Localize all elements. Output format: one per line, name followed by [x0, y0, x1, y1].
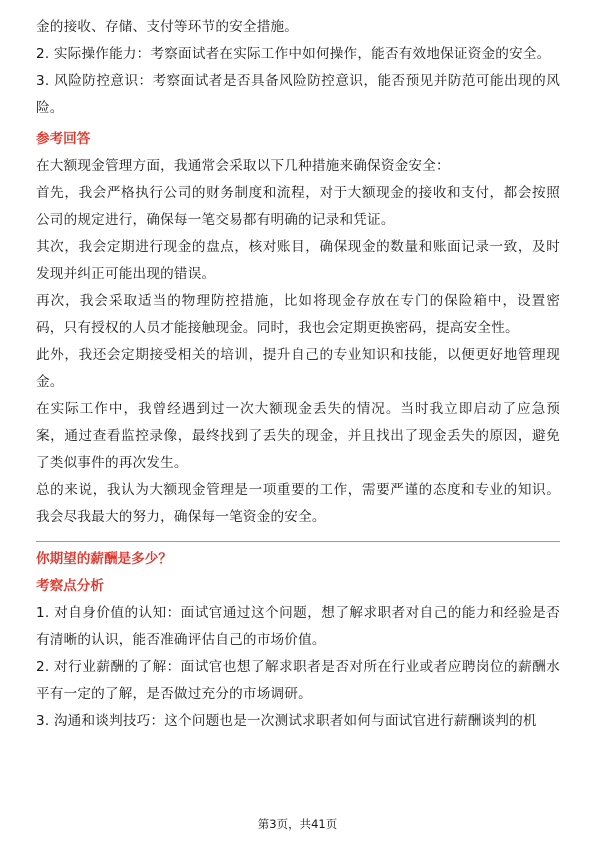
- intro-item-3: 3. 风险防控意识：考察面试者是否具备风险防控意识，能否预见并防范可能出现的风险。: [36, 73, 560, 116]
- answer-heading: 参考回答: [36, 131, 91, 147]
- answer-paragraph: 总的来说，我认为大额现金管理是一项重要的工作，需要严谨的态度和专业的知识。我会尽我最大的努力，确保每一笔资金的安全。: [36, 482, 560, 525]
- answer-paragraph: 其次，我会定期进行现金的盘点，核对账目，确保现金的数量和账面记录一致，及时发现并纠正可能出现的错误。: [36, 239, 560, 282]
- section-divider: [36, 541, 560, 542]
- page-number-footer: 第3页，共41页: [257, 817, 338, 831]
- page-content: [36, 14, 560, 735]
- answer-paragraph: 此外，我还会定期接受相关的培训，提升自己的专业知识和技能，以便更好地管理现金。: [36, 347, 560, 390]
- answer-paragraph: 在大额现金管理方面，我通常会采取以下几种措施来确保资金安全：: [36, 158, 450, 174]
- answer-paragraph: 在实际工作中，我曾经遇到过一次大额现金丢失的情况。当时我立即启动了应急预案，通过查看监控录像，最终找到了丢失的现金，并且找出了现金丢失的原因，避免了类似事件的再次发生。: [36, 401, 560, 471]
- analysis-heading: 考察点分析: [36, 578, 104, 594]
- intro-line-1: 金的接收、存储、支付等环节的安全措施。: [36, 19, 299, 35]
- answer-paragraph: 再次，我会采取适当的物理防控措施，比如将现金存放在专门的保险箱中，设置密码，只有授权的人员才能接触现金。同时，我也会定期更换密码，提高安全性。: [36, 293, 560, 336]
- analysis-item: 3. 沟通和谈判技巧：这个问题也是一次测试求职者如何与面试官进行薪酬谈判的机: [36, 713, 537, 729]
- analysis-item: 2. 对行业薪酬的了解：面试官也想了解求职者是否对所在行业或者应聘岗位的薪酬水平有一定的了解，是否做过充分的市场调研。: [36, 659, 560, 702]
- analysis-item: 1. 对自身价值的认知：面试官通过这个问题，想了解求职者对自己的能力和经验是否有清晰的认识，能否准确评估自己的市场价值。: [36, 605, 560, 648]
- question-title: 你期望的薪酬是多少？: [36, 551, 172, 567]
- intro-item-2: 2. 实际操作能力：考察面试者在实际工作中如何操作，能否有效地保证资金的安全。: [36, 46, 551, 62]
- answer-paragraph: 首先，我会严格执行公司的财务制度和流程，对于大额现金的接收和支付，都会按照公司的规定进行，确保每一笔交易都有明确的记录和凭证。: [36, 185, 560, 228]
